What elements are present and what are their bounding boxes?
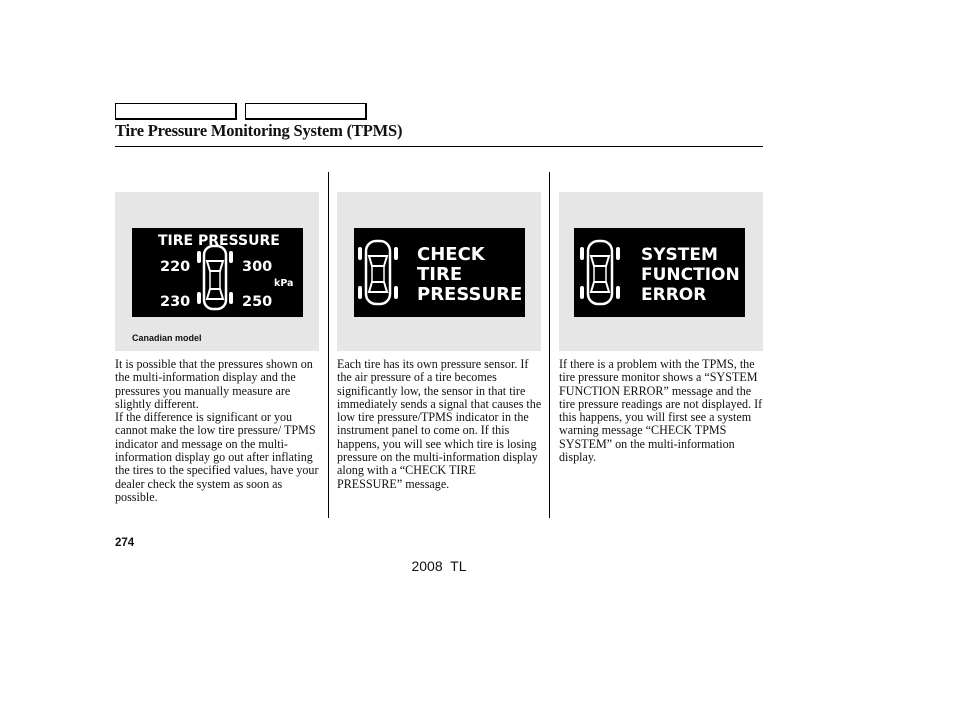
multi-information-display: [354, 228, 525, 317]
title-underline: [115, 146, 763, 147]
car-top-view-icon: [197, 246, 233, 309]
display-line-3: ERROR: [641, 285, 707, 305]
nav-box-previous[interactable]: [115, 103, 237, 120]
column-divider: [549, 172, 550, 518]
column-text-3: [559, 358, 765, 464]
pressure-front-right: 300: [242, 259, 273, 275]
check-tire-display-svg: [354, 228, 525, 317]
display-line-2: FUNCTION: [641, 265, 740, 285]
column-text-1: [115, 358, 321, 504]
figure-check-tire-pressure: [337, 192, 541, 351]
column-text-2: [337, 358, 543, 491]
figure-system-function-error: [559, 192, 763, 351]
pressure-unit: kPa: [274, 278, 294, 289]
paragraph: If the difference is significant or you cannot make the low tire pressure/ TPMS indicator and message on the multi-information display go out after inflating the tires to the specified values, have your dealer check the system as soon as possible.: [115, 410, 319, 504]
pressure-rear-left: 230: [160, 294, 191, 310]
figure-tire-pressure: [115, 192, 319, 351]
pressure-front-left: 220: [160, 259, 191, 275]
tire-pressure-display-svg: [132, 228, 303, 317]
multi-information-display: [574, 228, 745, 317]
car-top-view-icon: [358, 241, 398, 304]
pressure-rear-right: 250: [242, 294, 273, 310]
display-line-1: CHECK: [417, 244, 485, 265]
multi-information-display: [132, 228, 303, 317]
paragraph: If there is a problem with the TPMS, the tire pressure monitor shows a “SYSTEM FUNCTION ERROR” message and the tire pressure readings are not displayed. If this happens, you will first see a system warning message “CHECK TPMS SYSTEM” on the multi-information display.: [559, 357, 763, 465]
page-number: 274: [115, 537, 135, 549]
nav-box-next[interactable]: [245, 103, 367, 120]
model-label: 2008 TL: [411, 558, 467, 574]
display-line-3: PRESSURE: [417, 284, 523, 305]
page-title: Tire Pressure Monitoring System (TPMS): [115, 121, 403, 140]
display-line-2: TIRE: [417, 264, 463, 285]
figure-caption: Canadian model: [132, 333, 202, 343]
car-top-view-icon: [580, 241, 620, 304]
paragraph: Each tire has its own pressure sensor. If the air pressure of a tire becomes significantly low, the sensor in that tire immediately sends a signal that causes the low tire pressure/TPMS indicator in the instrument panel to come on. If this happens, you will see which tire is losing pressure on the multi-information display along with a “CHECK TIRE PRESSURE” message.: [337, 357, 542, 491]
paragraph: It is possible that the pressures shown on the multi-information display and the pressures you manually measure are slightly different.: [115, 357, 313, 411]
column-divider: [328, 172, 329, 518]
footer-model: [0, 558, 954, 574]
system-error-display-svg: [574, 228, 745, 317]
display-heading: TIRE PRESSURE: [158, 233, 280, 249]
display-line-1: SYSTEM: [641, 245, 718, 265]
